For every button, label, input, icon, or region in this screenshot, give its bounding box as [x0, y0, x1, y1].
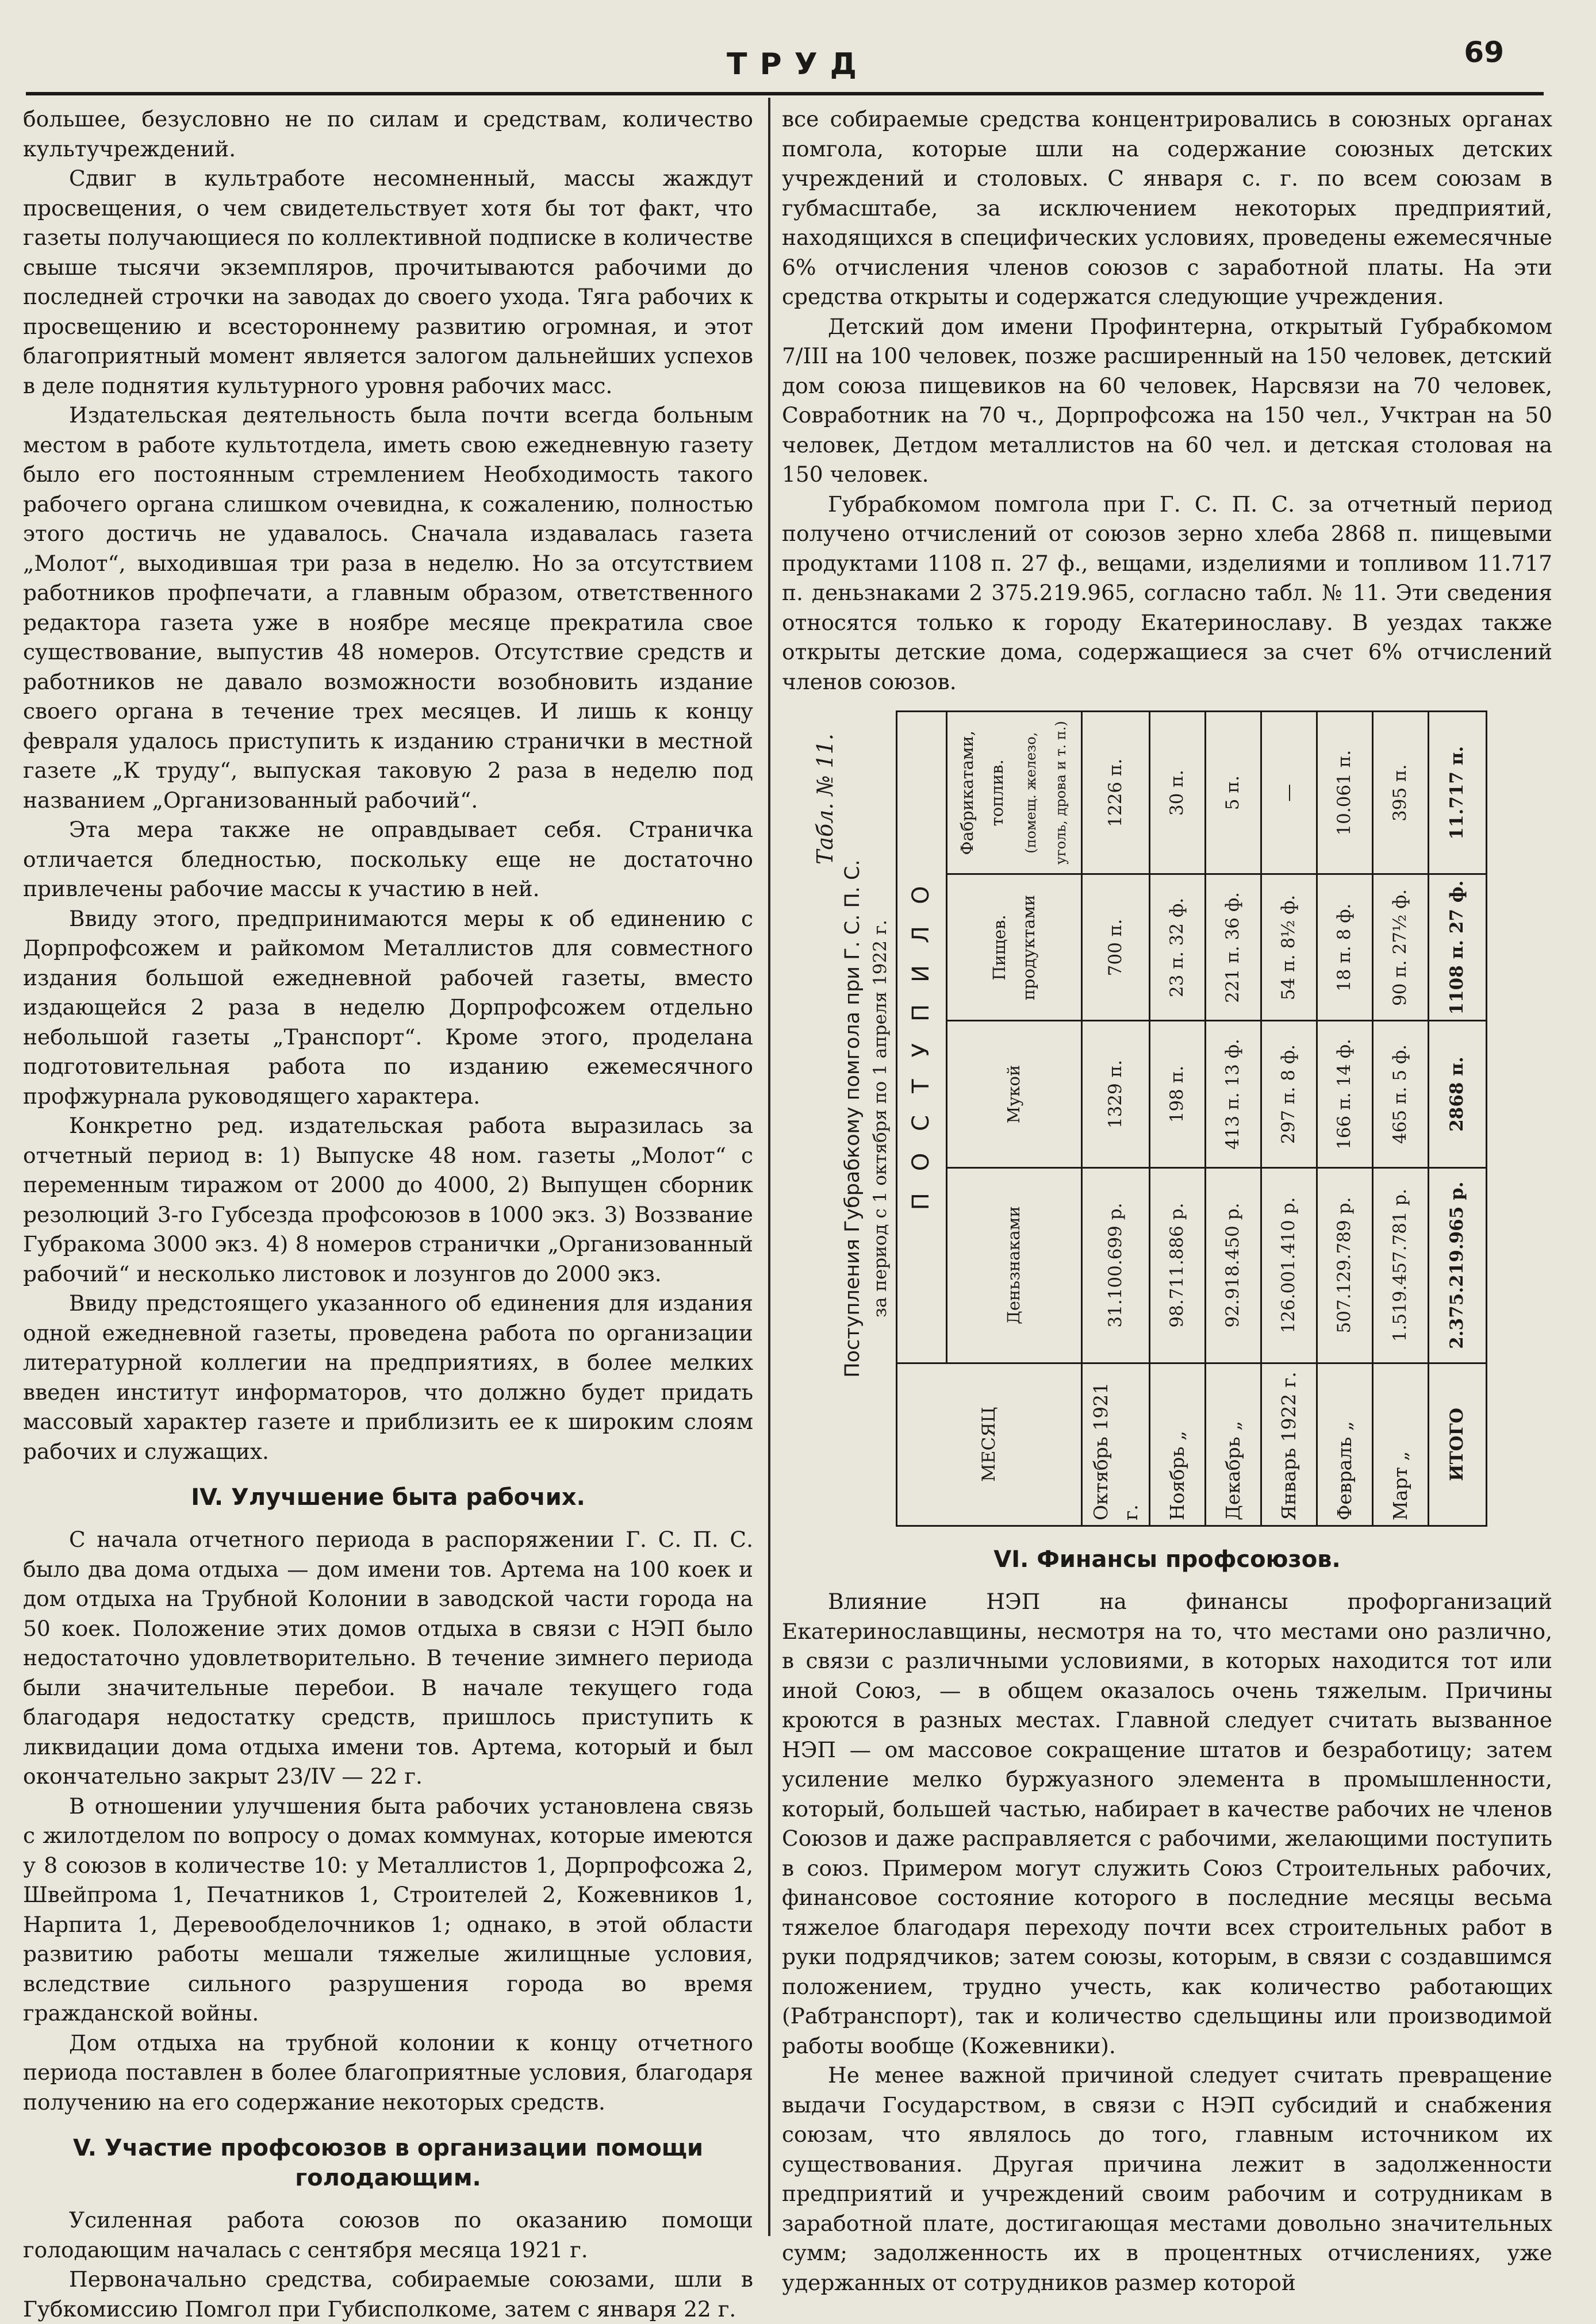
paragraph: В отношении улучшения быта рабочих установлена связь с жилотделом по вопросу о домах коммунах, которые имеются у 8 союзов в количестве 10: у Металлистов 1, Дорпрофсожа 2, Швейпрома 1, Печатников 1, Строителей 2, Кожевников 1, Нарпита 1, Деревообделочников 1; однако, в этой области развитию работы мешали тяжелые жилищные условия, вследствие сильного разрушения города во время гражданской войны.	[23, 1793, 753, 2026]
cell-money: 1.519.457.781 р.	[1373, 1167, 1429, 1363]
paragraph: Усиленная работа союзов по оказанию помощи голодающим началась с сентября месяца 1921 г.	[23, 2207, 753, 2262]
cell-flour: 413 п. 13 ф.	[1206, 1021, 1261, 1167]
paragraph: Дом отдыха на трубной колонии к концу отчетного периода поставлен в более благоприятные условия, благодаря получению на его содержание некоторых средств.	[23, 2030, 753, 2115]
cell-total-money: 2.375.219.965 р.	[1429, 1167, 1487, 1363]
paragraph: Губрабкомом помгола при Г. С. П. С. за отчетный период получено отчислений от союзов зерно хлеба 2868 п. пищевыми продуктами 1108 п. 27 ф., вещами, изделиями и топливом 11.717 п. деньзнаками 2 375.219.965, согласно табл. № 11. Эти сведения относятся только к городу Екатеринославу. В уездах также открыты детские дома, содержащиеся за счет 6% отчислений членов союзов.	[782, 491, 1552, 694]
table-row	[1373, 712, 1429, 1526]
cell-food: 221 п. 36 ф.	[1206, 874, 1261, 1021]
table-title: Поступления Губрабкому помгола при Г. С. П. С.	[841, 859, 864, 1378]
table-row	[1261, 712, 1317, 1526]
cell-total-food: 1108 п. 27 ф.	[1429, 874, 1487, 1021]
paragraph: Ввиду этого, предпринимаются меры к об единению с Дорпрофсожем и райкомом Металлистов для совместного издания большой ежедневной рабочей газеты, вместо издающейся 2 раза в неделю Дорпрофсожем отдельно небольшой газеты „Транспорт“. Кроме этого, проделана подготовительная работа по изданию ежемесячного профжурнала руководящего характера.	[23, 905, 753, 1109]
paragraph: Эта мера также не оправдывает себя. Страничка отличается бледностью, поскольку еще не достаточно привлечены рабочие массы к участию в ней.	[23, 817, 753, 901]
table-row	[1317, 712, 1373, 1526]
cell-money: 507.129.789 р.	[1317, 1167, 1373, 1363]
cell-flour: 465 п. 5 ф.	[1373, 1021, 1429, 1167]
table-period: за период с 1 октября по 1 апреля 1922 г.	[870, 920, 891, 1317]
cell-food: 23 п. 32 ф.	[1150, 874, 1206, 1021]
cell-goods: —	[1261, 712, 1317, 874]
cell-goods: 5 п.	[1206, 712, 1261, 874]
paragraph: С начала отчетного периода в распоряжении Г. С. П. С. было два дома отдыха — дом имени тов. Артема на 100 коек и дом отдыха на Трубной Колонии в заводской части города на 50 коек. Положение этих домов отдыха в связи с НЭП было недостаточно удовлетворительно. В течение зимнего периода были значительные перебои. В начале текущего года благодаря недостатку средств, пришлось приступить к ликвидации дома отдыха имени тов. Артема, который и был окончательно закрыт 23/IV — 22 г.	[23, 1527, 753, 1789]
table-label: Табл. № 11.	[812, 733, 838, 865]
cell-month: Март „	[1373, 1363, 1429, 1526]
cell-goods: 30 п.	[1150, 712, 1206, 874]
table-row	[1082, 712, 1150, 1526]
paragraph: все собираемые средства концентрировались в союзных органах помгола, которые шли на содержание союзных детских учреждений и столовых. С января с. г. по всем союзам в губмасштабе, за исключением некоторых предприятий, находящихся в специфических условиях, проведены ежемесячные 6% отчисления членов союзов с заработной платы. На эти средства открыты и содержатся следующие учреждения.	[782, 106, 1552, 309]
header-food: Пищев. продуктами	[947, 874, 1082, 1021]
cell-money: 31.100.699 р.	[1082, 1167, 1150, 1363]
cell-flour: 166 п. 14 ф.	[1317, 1021, 1373, 1167]
cell-month: Октябрь 1921 г.	[1082, 1363, 1150, 1526]
running-title: ТРУД	[727, 47, 869, 82]
header-goods-note: (помещ. железо, уголь, дрова и т. п.)	[1023, 721, 1069, 865]
cell-goods: 395 п.	[1373, 712, 1429, 874]
left-column	[23, 105, 753, 2324]
cell-total-goods: 11.717 п.	[1429, 712, 1487, 874]
table-row	[1206, 712, 1261, 1526]
cell-total-flour: 2868 п.	[1429, 1021, 1487, 1167]
table-row	[1150, 712, 1206, 1526]
header-money: Деньзнаками	[947, 1167, 1082, 1363]
section-heading-vi: VI. Финансы профсоюзов.	[993, 1546, 1341, 1573]
cell-money: 92.918.450 р.	[1206, 1167, 1261, 1363]
cell-goods: 10.061 п.	[1317, 712, 1373, 874]
cell-month: Февраль „	[1317, 1363, 1373, 1526]
cell-month: Декабрь „	[1206, 1363, 1261, 1526]
column-divider	[768, 98, 770, 2236]
cell-flour: 198 п.	[1150, 1021, 1206, 1167]
page-number: 69	[1464, 36, 1504, 69]
cell-flour: 297 п. 8 ф.	[1261, 1021, 1317, 1167]
cell-money: 126.001.410 р.	[1261, 1167, 1317, 1363]
cell-total-label: ИТОГО	[1429, 1363, 1487, 1526]
section-heading-iv: IV. Улучшение быта рабочих.	[191, 1484, 585, 1511]
table-total-row	[1429, 712, 1487, 1526]
cell-food: 90 п. 27½ ф.	[1373, 874, 1429, 1021]
cell-month: Ноябрь „	[1150, 1363, 1206, 1526]
cell-food: 18 п. 8 ф.	[1317, 874, 1373, 1021]
cell-food: 54 п. 8½ ф.	[1261, 874, 1317, 1021]
header-month: МЕСЯЦ	[897, 1363, 1082, 1526]
paragraph: большее, безусловно не по силам и средствам, количество культучреждений.	[23, 106, 753, 162]
cell-food: 700 п.	[1082, 874, 1150, 1021]
header-goods	[947, 712, 1082, 874]
paragraph: Первоначально средства, собираемые союзами, шли в Губкомиссию Помгол при Губисполкоме, затем с января 22 г.	[23, 2267, 753, 2322]
paragraph: Конкретно ред. издательская работа выразилась за отчетный период в: 1) Выпуске 48 ном. газеты „Молот“ с переменным тиражом от 2000 до 4000, 2) Выпущен сборник резолюций 3-го Губсезда профсоюзов в 1000 экз. 3) Воззвание Губракома 3000 экз. 4) 8 номеров странички „Организованный рабочий“ и несколько листовок и лозунгов до 2000 экз.	[23, 1113, 753, 1286]
cell-month: Январь 1922 г.	[1261, 1363, 1317, 1526]
paragraph: Не менее важной причиной следует считать превращение выдачи Государством, в связи с НЭП субсидий и снабжения союзам, что являлось до того, главным источником их существования. Другая причина лежит в задолженности предприятий и учреждений своим рабочим и сотрудникам в заработной плате, достигающая местами довольно значительных сумм; задолженность их в процентных отчислениях, уже удержанных от сотрудников размер которой	[782, 2062, 1552, 2295]
header-goods-label: Фабрикатами, топлив.	[957, 730, 1007, 855]
paragraph: Ввиду предстоящего указанного об единения для издания одной ежедневной газеты, проведена работа по организации литературной коллегии на предприятиях, в более мелких введен институт информаторов, что должно будет придать массовый характер газете и приблизить ее к широким слоям рабочих и служащих.	[23, 1290, 753, 1464]
table-11-block	[782, 709, 1552, 1528]
receipts-table	[896, 710, 1487, 1527]
header-flour: Мукой	[947, 1021, 1082, 1167]
paragraph: Издательская деятельность была почти всегда больным местом в работе культотдела, иметь свою ежедневную газету было его постоянным стремлением Необходимость такого рабочего органа слишком очевидна, к сожалению, полностью этого достичь не удавалось. Сначала издавалась газета „Молот“, выходившая три раза в неделю. Но за отсутствием работников профпечати, а главным образом, ответственного редактора газета уже в ноябре месяце прекратила свое существование, выпустив 48 номеров. Отсутствие средств и работников не давало возможности возобновить издание своего органа в течение трех месяцев. И лишь к концу февраля удалось приступить к изданию странички в местной газете „К труду“, выпуская таковую 2 раза в неделю под названием „Организованный рабочий“.	[23, 402, 753, 813]
cell-flour: 1329 п.	[1082, 1021, 1150, 1167]
section-heading-v: V. Участие профсоюзов в организации помощи голодающим.	[73, 2135, 703, 2191]
right-column	[782, 105, 1552, 2298]
paragraph: Детский дом имени Профинтерна, открытый Губрабкомом 7/III на 100 человек, позже расширенный на 150 человек, детский дом союза пищевиков на 60 человек, Нарсвязи на 70 человек, Совработник на 70 ч., Дорпрофсожа на 150 чел., Учктран на 50 человек, Детдом металлистов на 60 чел. и детская столовая на 150 человек.	[782, 313, 1552, 487]
header-group: ПОСТУПИЛО	[897, 712, 947, 1363]
cell-goods: 1226 п.	[1082, 712, 1150, 874]
header-rule	[26, 92, 1544, 95]
rotated-table	[811, 710, 1524, 1527]
paragraph: Сдвиг в культработе несомненный, массы жаждут просвещения, о чем свидетельствует хотя бы тот факт, что газеты получающиеся по коллективной подписке в количестве свыше тысячи экземпляров, прочитываются рабочими до последней строчки на заводах до своего ухода. Тяга рабочих к просвещению и всестороннему развитию огромная, и этот благоприятный момент является залогом дальнейших успехов в деле поднятия культурного уровня рабочих масс.	[23, 166, 753, 398]
cell-money: 98.711.886 р.	[1150, 1167, 1206, 1363]
paragraph: Влияние НЭП на финансы профорганизаций Екатеринославщины, несмотря на то, что местами оно различно, в связи с различными условиями, в которых находится тот или иной Союз, — в общем оказалось очень тяжелым. Причины кроются в разных местах. Главной следует считать вызванное НЭП — ом массовое сокращение штатов и безработицу; затем усиление мелко буржуазного элемента в промышленности, который, большей частью, набирает в качестве рабочих не членов Союзов и даже расправляется с рабочими, желающими поступить в союз. Примером могут служить Союз Строительных рабочих, финансовое состояние которого в последние месяцы весьма тяжелое благодаря переходу почти всех строительных работ в руки подрядчиков; затем союзы, которым, в связи с создавшимся положением, трудно учесть, как количество работающих (Рабтранспорт), так и количество сдельщины или производимой работы вообще (Кожевники).	[782, 1589, 1552, 2058]
